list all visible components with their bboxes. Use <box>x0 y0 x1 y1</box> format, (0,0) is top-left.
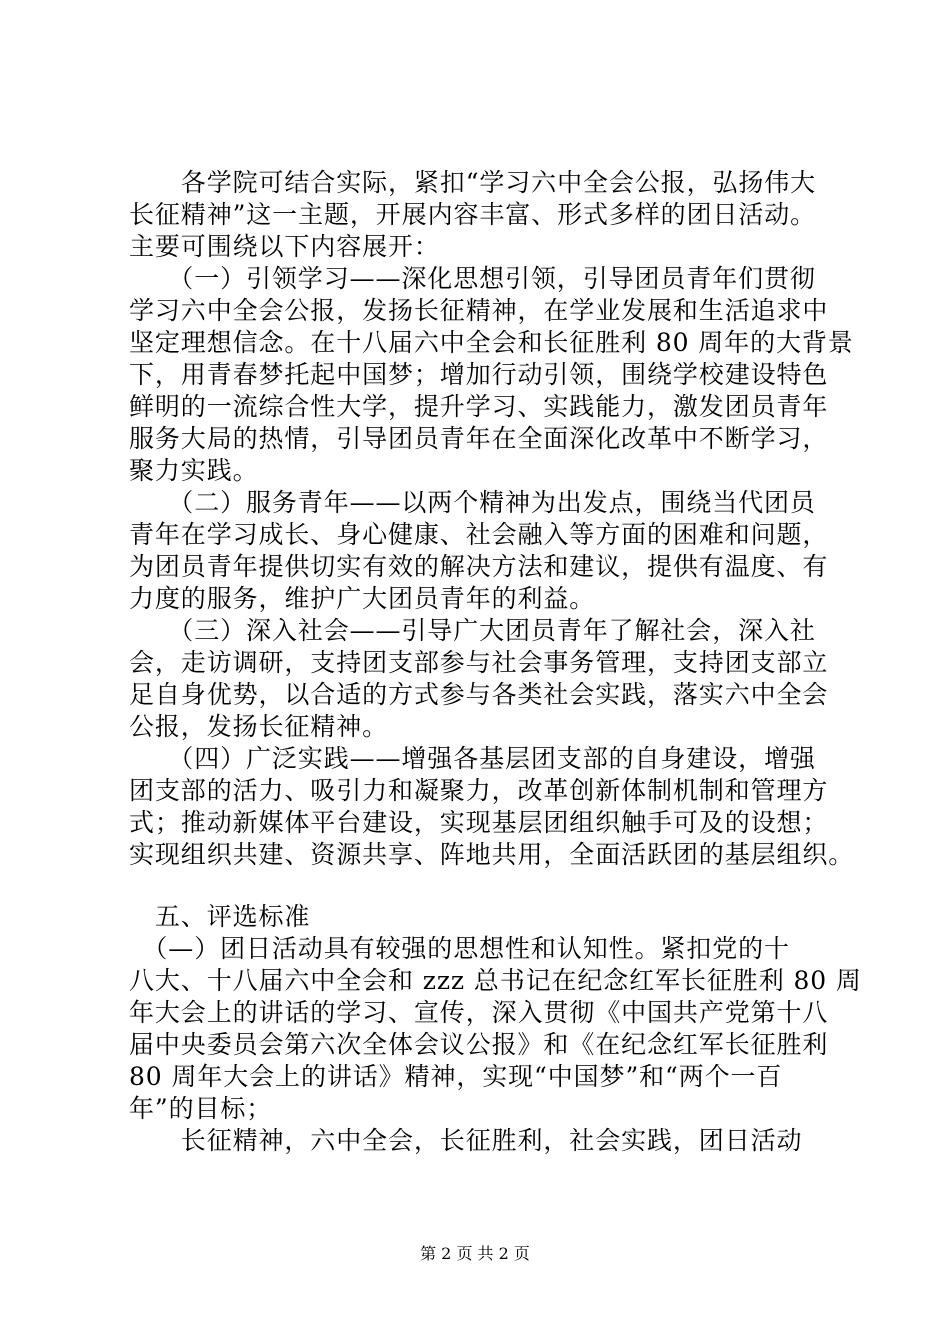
text-line: 式；推动新媒体平台建设，实现基层团组织触手可及的设想； <box>129 808 829 837</box>
text-line: 80 周年大会上的讲话》精神，实现“中国梦”和“两个一百 <box>129 1062 783 1091</box>
text-line: 会，走访调研，支持团支部参与社会事务管理，支持团支部立 <box>129 648 829 677</box>
text-line: 公报，发扬长征精神。 <box>129 712 389 741</box>
text-line: （一）引领学习——深化思想引领，引导团员青年们贯彻 <box>129 264 816 293</box>
section-heading: 五、评选标准 <box>129 902 311 931</box>
text-line: （四）广泛实践——增强各基层团支部的自身建设，增强 <box>129 744 816 773</box>
text-line: 下，用青春梦托起中国梦；增加行动引领，围绕学校建设特色 <box>129 360 829 389</box>
text-line: 聚力实践。 <box>129 456 259 485</box>
text-line: 鲜明的一流综合性大学，提升学习、实践能力，激发团员青年 <box>129 392 829 421</box>
text-line: 各学院可结合实际，紧扣“学习六中全会公报，弘扬伟大 <box>129 168 817 197</box>
text-line: 届中央委员会第六次全体会议公报》和《在纪念红军长征胜利 <box>129 1030 829 1059</box>
page-footer: 第 2 页 共 2 页 <box>420 1244 530 1263</box>
text-line: 主要可围绕以下内容展开： <box>129 232 440 261</box>
text-line: （三）深入社会——引导广大团员青年了解社会，深入社 <box>129 616 816 645</box>
text-line: 为团员青年提供切实有效的解决方法和建议，提供有温度、有 <box>129 552 829 581</box>
text-line: 长征精神”这一主题，开展内容丰富、形式多样的团日活动。 <box>129 200 817 229</box>
text-line: （二）服务青年——以两个精神为出发点，围绕当代团员 <box>129 488 816 517</box>
text-line: 八大、十八届六中全会和 zzz 总书记在纪念红军长征胜利 80 周 <box>129 966 862 995</box>
text-line: 学习六中全会公报，发扬长征精神，在学业发展和生活追求中 <box>129 296 829 325</box>
text-line: 青年在学习成长、身心健康、社会融入等方面的困难和问题， <box>129 520 829 549</box>
text-line: 实现组织共建、资源共享、阵地共用，全面活跃团的基层组织。 <box>129 840 855 869</box>
keywords-line: 长征精神，六中全会，长征胜利，社会实践，团日活动 <box>129 1126 803 1155</box>
text-line: 力度的服务，维护广大团员青年的利益。 <box>129 584 596 613</box>
text-line: 坚定理想信念。在十八届六中全会和长征胜利 80 周年的大背景 <box>129 328 854 357</box>
text-line: 服务大局的热情，引导团员青年在全面深化改革中不断学习， <box>129 424 829 453</box>
text-line: 团支部的活力、吸引力和凝聚力，改革创新体制机制和管理方 <box>129 776 829 805</box>
text-line: 年大会上的讲话的学习、宣传，深入贯彻《中国共产党第十八 <box>129 998 829 1027</box>
text-line: 年”的目标； <box>129 1094 273 1123</box>
text-line: （—）团日活动具有较强的思想性和认知性。紧扣党的十 <box>129 934 790 963</box>
text-line: 足自身优势，以合适的方式参与各类社会实践，落实六中全会 <box>129 680 829 709</box>
